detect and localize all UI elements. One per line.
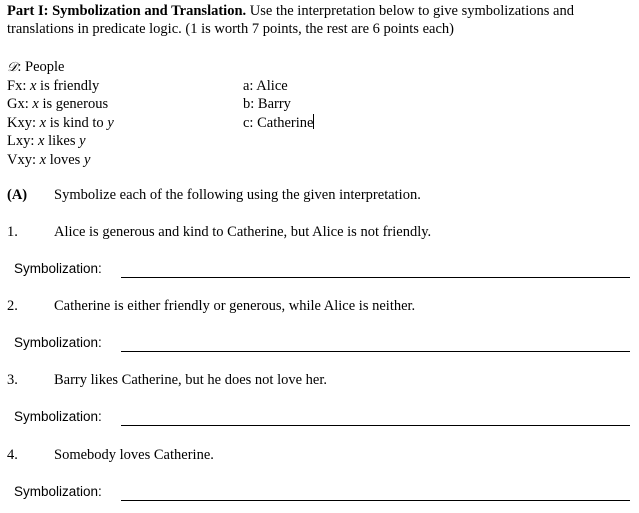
predicate-text: is generous [38,96,109,113]
domain-line [7,58,114,77]
symbolization-answer-line[interactable] [121,277,630,278]
predicate-var: x [32,96,39,113]
symbolization-label: Symbolization: [14,335,102,350]
predicate-var: x [39,151,47,168]
predicate-text: is kind to [46,114,108,131]
interpretation-left [7,58,114,170]
predicate-line [7,132,114,151]
predicate-sep: : [30,133,39,150]
text-cursor [313,114,314,129]
constant-line[interactable] [243,114,314,133]
predicate-symbol: Kxy [7,114,32,131]
predicate-var: y [107,114,114,131]
section-instruction: Symbolize each of the following using the given interpretation. [54,187,421,203]
predicate-sep: : [24,96,33,113]
predicate-text: is friendly [36,77,100,94]
constant-line: b: Barry [243,96,291,113]
question-number: 1. [7,224,18,240]
predicate-line [7,114,114,133]
predicate-text: likes [44,133,80,150]
symbolization-answer-line[interactable] [121,500,630,501]
predicate-var: y [83,151,91,168]
predicate-line [7,95,114,114]
predicate-var: x [39,114,47,131]
predicate-sep: : [31,151,40,168]
predicate-line [7,77,114,96]
predicate-sep: : [22,77,30,94]
symbolization-label: Symbolization: [14,261,102,276]
predicate-var: x [29,77,37,94]
part-heading: Part I: Symbolization and Translation. [7,3,247,19]
constant-text: c: Catherine [243,114,314,131]
predicate-var: x [38,133,45,150]
symbolization-answer-line[interactable] [121,351,630,352]
domain-symbol: 𝒟 [7,60,18,75]
predicate-text: loves [46,151,84,168]
section-tag: (A) [7,187,28,203]
interpretation-constants [243,77,314,133]
constant-line: a: Alice [243,77,288,94]
intro-text: Use the interpretation below to give symbolizations and translations in predicate logic. (1 is worth 7 points, the rest are 6 points each) [7,3,574,37]
predicate-var: y [79,133,86,150]
question-text: Somebody loves Catherine. [54,447,214,463]
symbolization-answer-line[interactable] [121,425,630,426]
intro-paragraph [7,2,632,38]
predicate-symbol: Fx [7,77,23,94]
predicate-line [7,151,114,170]
question-text: Barry likes Catherine, but he does not love her. [54,372,328,388]
predicate-sep: : [31,114,40,131]
predicate-symbol: Lxy [7,133,31,150]
question-number: 2. [7,298,18,314]
question-number: 4. [7,447,18,463]
predicate-symbol: Vxy [7,151,32,168]
question-text: Catherine is either friendly or generous, while Alice is neither. [54,298,416,314]
symbolization-label: Symbolization: [14,484,102,499]
predicate-symbol: Gx [7,96,25,113]
question-number: 3. [7,372,18,388]
question-text: Alice is generous and kind to Catherine, but Alice is not friendly. [54,224,432,240]
symbolization-label: Symbolization: [14,409,102,424]
domain-label: : People [17,59,65,75]
